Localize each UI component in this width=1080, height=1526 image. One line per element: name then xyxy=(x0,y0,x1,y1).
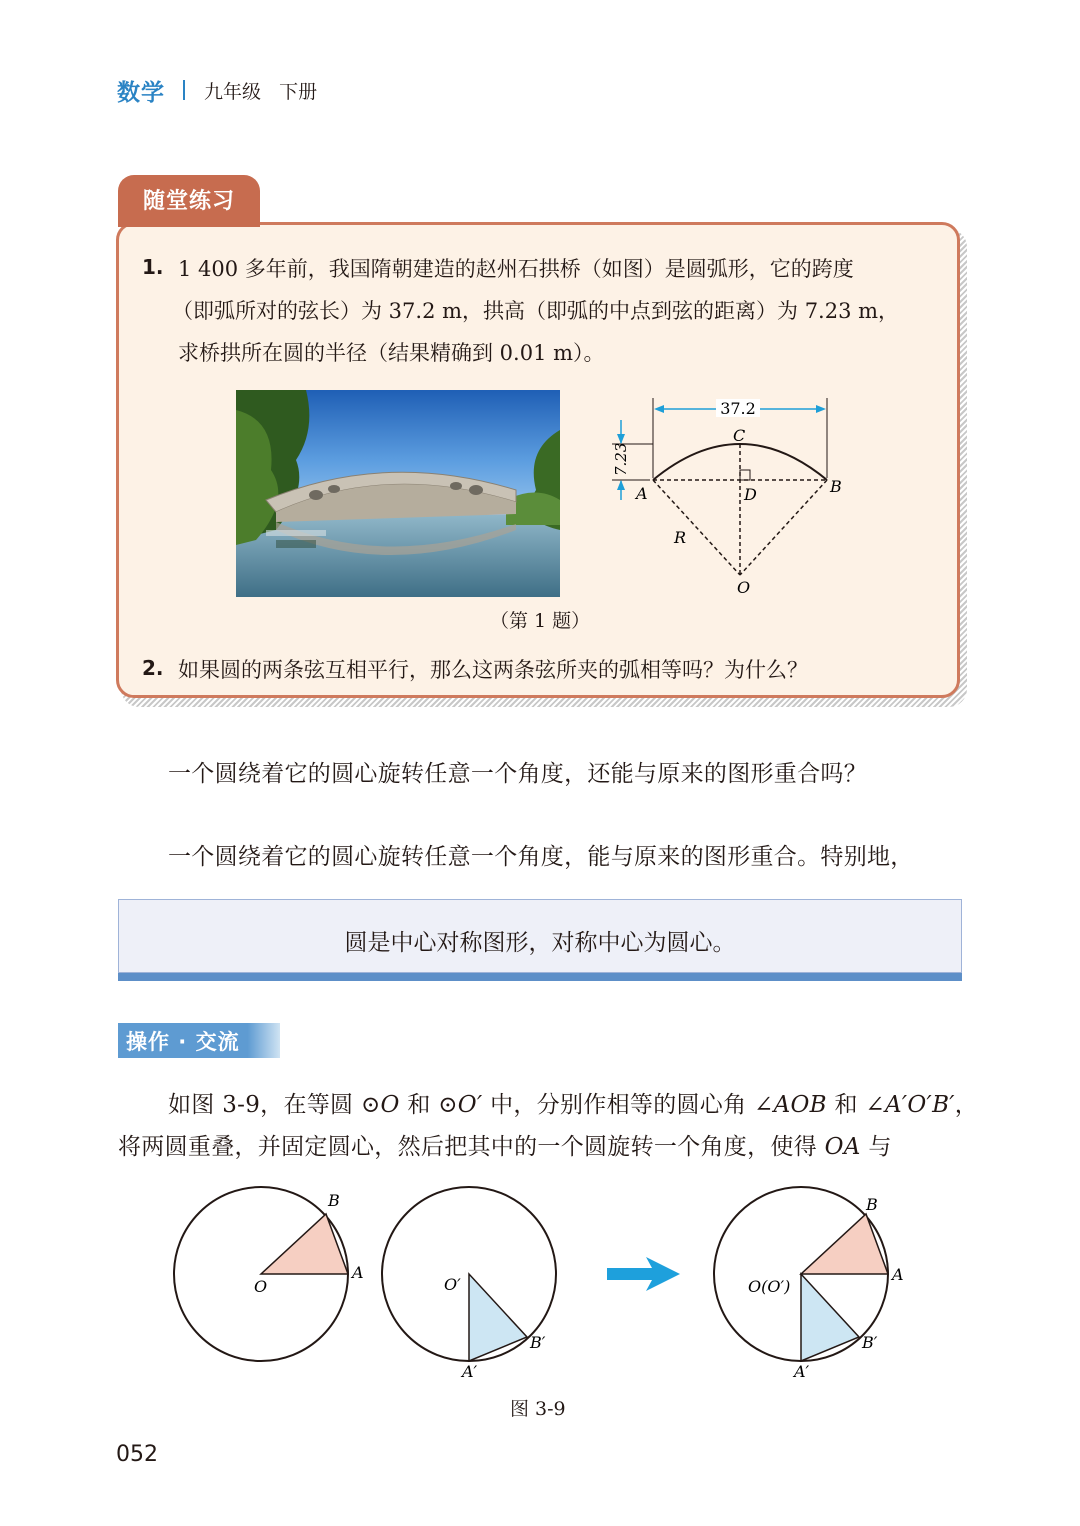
radius-OA xyxy=(653,480,740,575)
label-A-prime: A′ xyxy=(462,1362,478,1381)
label-B: B xyxy=(328,1191,340,1210)
question-1-caption: （第 1 题） xyxy=(490,610,591,632)
radius-R-label: R xyxy=(674,528,687,547)
label-B-prime-overlap: B′ xyxy=(862,1333,878,1352)
point-B-label: B xyxy=(830,477,842,496)
span-label: 37.2 xyxy=(720,399,756,418)
conclusion-text: 圆是中心对称图形，对称中心为圆心。 xyxy=(344,930,736,956)
sector-AOB xyxy=(261,1214,348,1274)
right-arrow-icon xyxy=(607,1257,680,1291)
activity-line-2: 将两圆重叠，并固定圆心，然后把其中的一个圆旋转一个角度，使得 OA 与 xyxy=(118,1134,892,1160)
height-arrow-top xyxy=(617,434,625,444)
label-A-prime-overlap: A′ xyxy=(794,1362,810,1381)
paragraph-answer: 一个圆绕着它的圆心旋转任意一个角度，能与原来的图形重合。特别地， xyxy=(168,844,914,870)
sector-A2O2B2 xyxy=(469,1274,527,1361)
grade-label xyxy=(204,77,317,104)
bridge-arc-diagram xyxy=(600,395,860,600)
label-B-prime: B′ xyxy=(530,1333,546,1352)
zhaozhou-bridge-photo xyxy=(236,390,560,597)
point-A-label: A xyxy=(636,484,648,503)
height-label: 7.23 xyxy=(612,442,630,476)
figure-3-9 xyxy=(160,1180,920,1390)
overlapped-sector-AOB xyxy=(801,1214,888,1274)
subject-title: 数学 xyxy=(117,80,165,106)
question-1-number: 1. xyxy=(142,255,164,279)
question-1-line-1: 1 400 多年前，我国隋朝建造的赵州石拱桥（如图）是圆弧形，它的跨度 xyxy=(178,257,854,281)
point-C-label: C xyxy=(733,426,746,445)
label-O: O xyxy=(254,1277,268,1296)
question-1-line-3: 求桥拱所在圆的半径（结果精确到 0.01 m）。 xyxy=(178,341,605,365)
grade-text: 九年级 xyxy=(204,81,262,103)
span-arrow-left xyxy=(654,405,664,413)
activity-line-1: 如图 3-9，在等圆 ⊙O 和 ⊙O′ 中，分别作相等的圆心角 ∠AOB 和 ∠A′O′B′， xyxy=(168,1092,979,1118)
label-B-overlap: B xyxy=(866,1195,878,1214)
volume-text: 下册 xyxy=(279,81,318,103)
header-divider xyxy=(183,80,185,100)
label-A: A xyxy=(352,1263,364,1282)
label-O-O-prime: O(O′) xyxy=(748,1277,791,1296)
paragraph-question: 一个圆绕着它的圆心旋转任意一个角度，还能与原来的图形重合吗？ xyxy=(168,761,867,787)
overlapped-sector-A2O2B2 xyxy=(801,1274,859,1361)
label-O-prime: O′ xyxy=(444,1275,461,1294)
question-1-line-2: （即弧所对的弦长）为 37.2 m，拱高（即弧的中点到弦的距离）为 7.23 m， xyxy=(172,299,900,323)
question-2-number: 2. xyxy=(142,656,164,680)
question-2-text: 如果圆的两条弦互相平行，那么这两条弦所夹的弧相等吗？为什么？ xyxy=(178,658,808,682)
page-number: 052 xyxy=(116,1442,158,1467)
point-O-label: O xyxy=(737,578,751,597)
span-arrow-right xyxy=(816,405,826,413)
practice-tab-label: 随堂练习 xyxy=(142,189,235,214)
activity-tab-label: 操作 · 交流 xyxy=(126,1030,240,1054)
right-angle-mark xyxy=(740,470,750,480)
label-A-overlap: A xyxy=(892,1265,904,1284)
figure-caption: 图 3-9 xyxy=(510,1398,566,1420)
point-D-label: D xyxy=(744,485,757,504)
height-arrow-bottom xyxy=(617,480,625,490)
